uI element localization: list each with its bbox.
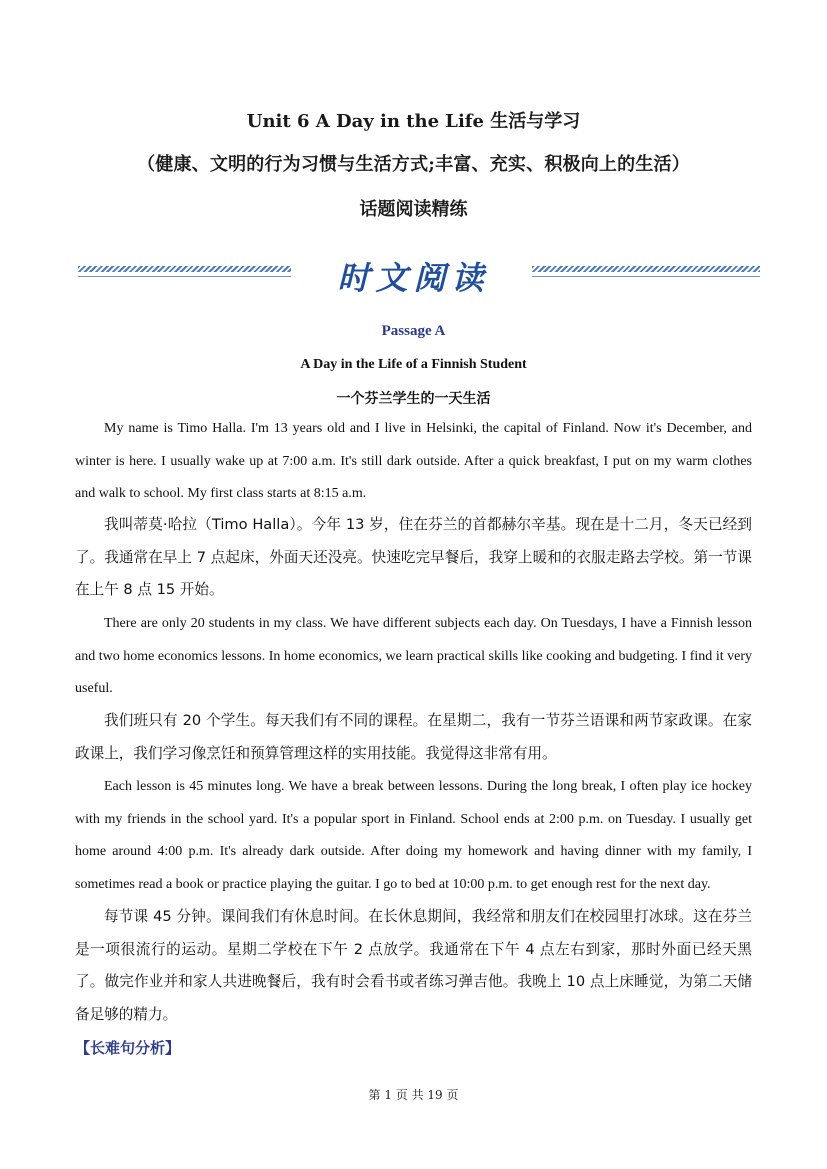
paragraph-zh-1: 我叫蒂莫·哈拉（Timo Halla）。今年 13 岁，住在芬兰的首都赫尔辛基。现在是十二月，冬天已经到了。我通常在早上 7 点起床，外面天还没亮。快速吃完早餐后，我穿上暖和的衣服走路去学校。第一节课在上午 8 点 15 开始。 xyxy=(75,516,752,598)
passage-title-en: A Day in the Life of a Finnish Student xyxy=(300,357,527,372)
unit-subtitle: （健康、文明的行为习惯与生活方式;丰富、充实、积极向上的生活） xyxy=(137,154,690,175)
analysis-heading: 【长难句分析】 xyxy=(75,1039,181,1057)
paragraph-en-2: There are only 20 students in my class. We have different subjects each day. On Tuesdays, I have a Finnish lesson and two home economics lessons. In home economics, we learn practical skills like cooking and budgeting. I find it very useful. xyxy=(75,616,752,696)
unit-title: Unit 6 A Day in the Life 生活与学习 xyxy=(246,111,581,132)
banner-line-right xyxy=(532,276,760,277)
paragraph-en-3: Each lesson is 45 minutes long. We have a break between lessons. During the long break, I often play ice hockey with my friends in the school yard. It's a popular sport in Finland. School ends at 2:00 p.m. on Tuesday. I usually get home around 4:00 p.m. It's already dark outside. After doing my homework and having dinner with my family, I sometimes read a book or practice playing the guitar. I go to bed at 10:00 p.m. to get enough rest for the next day. xyxy=(75,779,752,892)
paragraph-zh-2: 我们班只有 20 个学生。每天我们有不同的课程。在星期二，我有一节芬兰语课和两节家政课。在家政课上，我们学习像烹饪和预算管理这样的实用技能。我觉得这非常有用。 xyxy=(75,712,752,762)
banner-line-left xyxy=(78,276,291,277)
section-banner xyxy=(0,255,827,299)
banner-title: 时文阅读 xyxy=(337,259,490,297)
passage-title-zh: 一个芬兰学生的一天生活 xyxy=(336,391,491,407)
banner-stripe-left xyxy=(78,266,291,272)
paragraph-en-1: My name is Timo Halla. I'm 13 years old and I live in Helsinki, the capital of Finland. Now it's December, and winter is here. I usually wake up at 7:00 a.m. It's still dark outside. After a quick breakfast, I put on my warm clothes and walk to school. My first class starts at 8:15 a.m. xyxy=(75,421,752,501)
passage-label: Passage A xyxy=(381,323,446,339)
page-footer: 第 1 页 共 19 页 xyxy=(368,1088,459,1102)
banner-stripe-right xyxy=(532,266,760,272)
section-title: 话题阅读精练 xyxy=(359,199,468,220)
paragraph-zh-3: 每节课 45 分钟。课间我们有休息时间。在长休息期间，我经常和朋友们在校园里打冰球。这在芬兰是一项很流行的运动。星期二学校在下午 2 点放学。我通常在下午 4 点左右到家，那时外面已经天黑了。做完作业并和家人共进晚餐后，我有时会看书或者练习弹吉他。我晚上 10 点上床睡觉，为第二天储备足够的精力。 xyxy=(75,908,752,1023)
